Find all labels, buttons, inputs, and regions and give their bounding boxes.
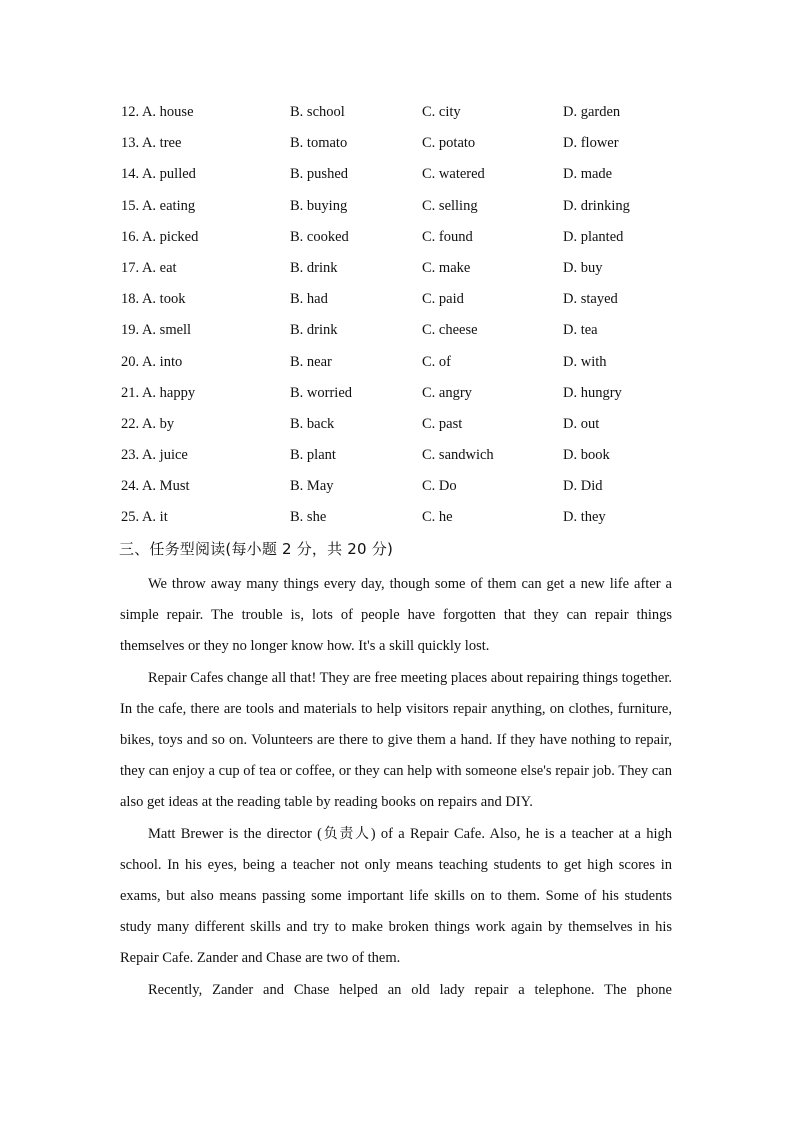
option-c: C. selling: [422, 197, 478, 214]
option-b: B. buying: [290, 197, 348, 214]
option-b: B. worried: [290, 384, 353, 401]
option-b: B. had: [290, 291, 328, 308]
option-d: D. garden: [563, 104, 621, 120]
option-a: 17. A. eat: [121, 259, 177, 276]
option-b: B. May: [290, 478, 334, 495]
option-a: 22. A. by: [121, 415, 175, 432]
option-a: 25. A. it: [121, 509, 168, 526]
option-c: C. make: [422, 259, 471, 276]
option-a: 18. A. took: [121, 291, 186, 308]
option-a: 23. A. juice: [121, 447, 188, 464]
option-b: B. near: [290, 353, 332, 370]
option-c: C. sandwich: [422, 447, 494, 464]
option-d: D. Did: [563, 478, 603, 495]
option-c: C. of: [422, 353, 451, 370]
option-d: D. they: [563, 509, 606, 526]
option-b: B. cooked: [290, 228, 349, 245]
option-a: 14. A. pulled: [121, 166, 196, 183]
option-d: D. tea: [563, 322, 598, 339]
paragraph-4: Recently, Zander and Chase helped an old lady repair a telephone. The phone: [148, 981, 672, 998]
option-d: D. stayed: [563, 291, 618, 308]
option-a: 15. A. eating: [121, 197, 196, 214]
paragraph-3-text-end: ) of a Repair Cafe. Also, he is a teacher at a high school. In his eyes, being a teacher not only means teaching students to get high scores in exams, but also means passing some important life skills on to them. Some of his students study many different skills and try to make broken things work again by themselves in his Repair Cafe. Zander and Chase are two of them.: [120, 825, 673, 967]
option-c: C. Do: [422, 478, 457, 495]
option-c: C. he: [422, 509, 453, 526]
option-b: B. plant: [290, 447, 336, 464]
option-c: C. potato: [422, 135, 476, 152]
chinese-gloss: 负责人: [321, 825, 371, 842]
option-d: D. book: [563, 447, 610, 464]
reading-passage: [120, 569, 672, 1006]
option-b: B. back: [290, 415, 335, 432]
paragraph-2: Repair Cafes change all that! They are free meeting places about repairing things together. In the cafe, there are tools and materials to help visitors repair anything, on clothes, furniture, bikes, toys and so on. Volunteers are there to give them a hand. If they have nothing to repair, they can enjoy a cup of tea or coffee, or they can help with someone else's repair job. They can also get ideas at the reading table by reading books on repairs and DIY.: [120, 669, 672, 811]
option-d: D. flower: [563, 135, 619, 152]
option-b: B. she: [290, 509, 327, 526]
option-a: 20. A. into: [121, 353, 183, 370]
option-d: D. made: [563, 166, 613, 183]
section-heading: 三、任务型阅读(每小题 2 分，共 20 分): [119, 540, 394, 558]
paragraph-1: We throw away many things every day, though some of them can get a new life after a simple repair. The trouble is, lots of people have forgotten that they can repair things themselves or they no longer know how. It's a skill quickly lost.: [120, 576, 672, 655]
option-d: D. out: [563, 415, 600, 432]
option-a: 21. A. happy: [121, 384, 196, 401]
option-d: D. with: [563, 353, 607, 370]
option-c: C. cheese: [422, 322, 478, 339]
option-d: D. drinking: [563, 197, 630, 214]
option-a: 24. A. Must: [121, 478, 190, 495]
option-b: B. school: [290, 104, 345, 120]
option-c: C. city: [422, 104, 461, 120]
option-b: B. drink: [290, 322, 338, 339]
option-c: C. paid: [422, 291, 464, 308]
option-b: B. pushed: [290, 166, 348, 183]
option-b: B. drink: [290, 259, 338, 276]
option-c: C. past: [422, 415, 463, 432]
option-c: C. found: [422, 228, 473, 245]
option-a: 16. A. picked: [121, 228, 199, 245]
paragraph-3: [120, 819, 672, 975]
option-a: 19. A. smell: [121, 322, 192, 339]
option-b: B. tomato: [290, 135, 348, 152]
option-c: C. watered: [422, 166, 485, 183]
option-c: C. angry: [422, 384, 472, 401]
option-d: D. buy: [563, 259, 603, 276]
option-a: 12. A. house: [121, 104, 194, 120]
option-d: D. planted: [563, 228, 624, 245]
option-a: 13. A. tree: [121, 135, 182, 152]
paragraph-3-text-start: Matt Brewer is the director (: [148, 825, 322, 842]
option-d: D. hungry: [563, 384, 622, 401]
